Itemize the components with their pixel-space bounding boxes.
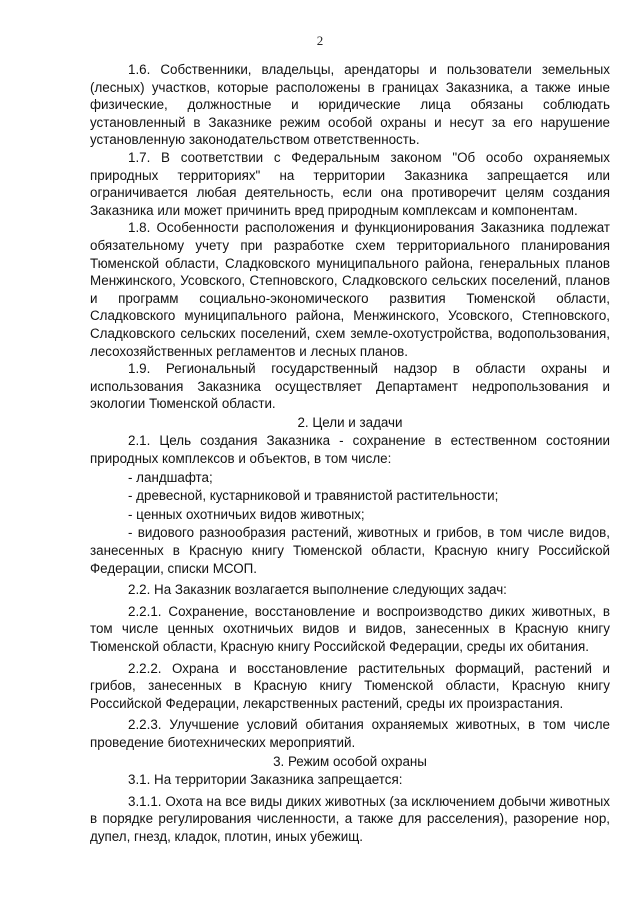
paragraph-1-7: 1.7. В соответствии с Федеральным законом "Об особо охраняемых природных территориях" на территории Заказника запрещается или ограничивается любая деятельность, если она противоречит целям создания Заказника или может причинить вред природным комплексам и компонентам. (90, 149, 610, 218)
list-item-biodiversity: - видового разнообразия растений, животных и грибов, в том числе видов, занесенных в Красную книгу Тюменской области, Красную книгу Российской Федерации, списки МСОП. (90, 525, 610, 576)
document-body (90, 61, 610, 846)
paragraph-2-2-1: 2.2.1. Сохранение, восстановление и воспроизводство диких животных, в том числе ценных охотничьих видов и видов, занесенных в Красную книгу Тюменской области, Красную книгу Российской Федерации, среды их обитания. (90, 603, 610, 654)
paragraph-1-9: 1.9. Региональный государственный надзор в области охраны и использования Заказника осуществляет Департамент недропользования и экологии Тюменской области. (90, 361, 610, 412)
paragraph-1-6: 1.6. Собственники, владельцы, арендаторы и пользователи земельных (лесных) участков, которые расположены в границах Заказника, а также иные физические, должностные и юридические лица обязаны соблюдать установленный в Заказнике режим особой охраны и несут за его нарушение установленную законодательством ответственность. (90, 62, 610, 148)
list-item-vegetation: - древесной, кустарниковой и травянистой растительности; (128, 488, 499, 504)
paragraph-2-2: 2.2. На Заказник возлагается выполнение следующих задач: (128, 582, 507, 598)
section-heading-2: 2. Цели и задачи (297, 414, 403, 430)
list-item-game-species: - ценных охотничьих видов животных; (128, 506, 365, 522)
paragraph-2-2-2: 2.2.2. Охрана и восстановление растительных формаций, растений и грибов, занесенных в Красную книгу Тюменской области, Красную книгу Российской Федерации, лекарственных растений, среды их произрастания. (90, 660, 610, 711)
section-heading-3: 3. Режим особой охраны (273, 753, 427, 769)
paragraph-3-1-1: 3.1.1. Охота на все виды диких животных (за исключением добычи животных в порядке регулирования численности, а также для расселения), разорение нор, дупел, гнезд, кладок, плотин, иных убежищ. (90, 793, 610, 844)
page-number: 2 (316, 33, 324, 48)
paragraph-2-2-3: 2.2.3. Улучшение условий обитания охраняемых животных, в том числе проведение биотехнических мероприятий. (90, 717, 610, 750)
paragraph-3-1: 3.1. На территории Заказника запрещается: (128, 772, 403, 788)
paragraph-2-1: 2.1. Цель создания Заказника - сохранение в естественном состоянии природных комплексов и объектов, в том числе: (90, 433, 610, 467)
list-item-landscape: - ландшафта; (128, 469, 213, 485)
paragraph-1-8: 1.8. Особенности расположения и функционирования Заказника подлежат обязательному учету при разработке схем территориального планирования Тюменской области, Сладковского муниципального района, генеральных планов Менжинского, Усовского, Степновского, Сладковского сельских поселений, планов и программ социально-экономического развития Тюменской области, Сладковского муниципального района, Менжинского, Усовского, Степновского, Сладковского сельских поселений, схем земле-охотустройства, водопользования, лесохозяйственных регламентов и лесных планов. (90, 220, 610, 359)
